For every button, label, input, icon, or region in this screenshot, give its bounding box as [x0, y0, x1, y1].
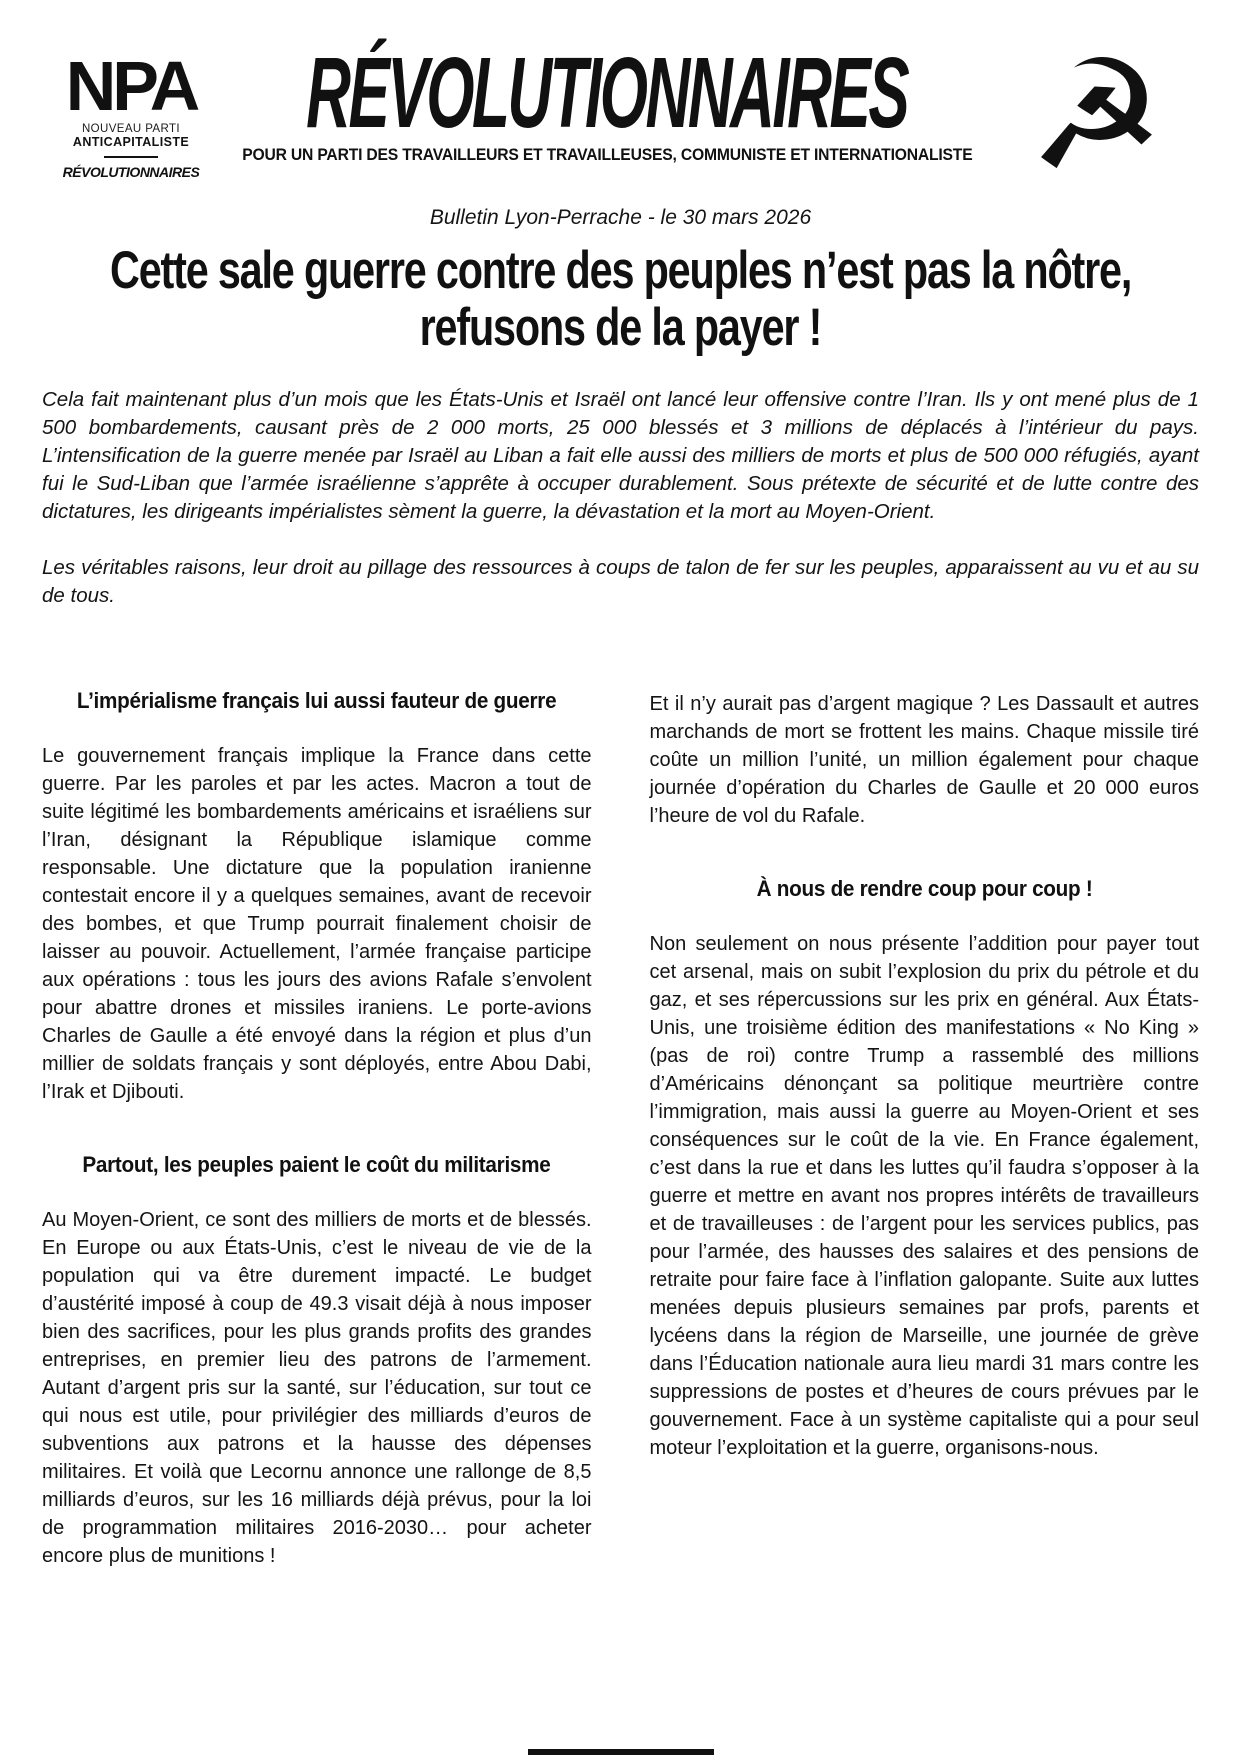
npa-logo-line-revolutionnaires: RÉVOLUTIONNAIRES	[62, 164, 200, 181]
intro-paragraph-1: Cela fait maintenant plus d’un mois que les États-Unis et Israël ont lancé leur offensive contre l’Iran. Ils y ont mené plus de 1 500 bombardements, causant près de 2 000 morts, 25 000 blessés et 3 millions de déplacés à l’intérieur du pays. L’intensification de la guerre menée par Israël au Liban a fait elle aussi des milliers de morts et plus de 500 000 réfugiés, ayant fui le Sud-Liban que l’armée israélienne s’apprête à occuper durablement. Sous prétexte de sécurité et de lutte contre des dictatures, les dirigeants impérialistes sèment la guerre, la dévastation et la mort au Moyen-Orient.	[42, 388, 1199, 523]
paragraph-argent-magique: Et il n’y aurait pas d’argent magique ? Les Dassault et autres marchands de mort se frottent les mains. Chaque missile tiré coûte un million l’unité, un million également pour chaque journée d’opération du Charles de Gaulle et 20 000 euros l’heure de vol du Rafale.	[649, 693, 1199, 827]
section-body-militarisme: Au Moyen-Orient, ce sont des milliers de morts et de blessés. En Europe ou aux États-Unis, c’est le niveau de vie de la population qui va être durement impacté. Le budget d’austérité imposé à coup de 49.3 visait déjà à nous imposer bien des sacrifices, pour les plus grands profits des grandes entreprises, en premier lieu des patrons de l’armement. Autant d’argent pris sur la santé, sur l’éducation, sur tout ce qui nous est utile, pour privilégier des milliards d’euros de subventions aux patrons et la hausse des dépenses militaires. Et voilà que Lecornu annonce une rallonge de 8,5 milliards d’euros, sur les 16 milliards déjà prévus, pour la loi de programmation militaires 2016-2030… pour acheter encore plus de munitions !	[42, 1209, 592, 1567]
two-column-body	[42, 644, 1199, 1570]
intro-paragraph-2: Les véritables raisons, leur droit au pillage des ressources à coups de talon de fer sur les peuples, apparaissent au vu et au su de tous.	[42, 556, 1199, 607]
logo-divider	[104, 156, 158, 158]
right-column	[650, 644, 1200, 1570]
section-heading-militarisme: Partout, les peuples paient le coût du militarisme	[82, 1152, 551, 1177]
masthead-subtitle: POUR UN PARTI DES TRAVAILLEURS ET TRAVAILLEUSES, COMMUNISTE ET INTERNATIONALISTE	[241, 146, 973, 164]
npa-logo-line-nouveau-parti: NOUVEAU PARTI	[81, 123, 181, 136]
section-body-coup-pour-coup: Non seulement on nous présente l’addition pour payer tout cet arsenal, mais on subit l’explosion du prix du pétrole et du gaz, et ses répercussions sur les prix en général. Aux États-Unis, une troisième édition des manifestations « No King » (pas de roi) contre Trump a rassemblé des millions d’Américains dénonçant sa politique meurtrière contre l’immigration, mais aussi la guerre au Moyen-Orient et ses conséquences sur le coût de la vie. En France également, c’est dans la rue et dans les luttes qu’il faudra s’opposer à la guerre et mettre en avant nos propres intérêts de travailleurs et de travailleuses : de l’argent pour les services publics, pas pour l’armée, des hausses des salaires et des pensions de retraite pour faire face à l’inflation galopante. Suite aux luttes menées depuis plusieurs semaines par profs, parents et lycéens dans la région de Marseille, une journée de grève dans l’Éducation nationale aura lieu mardi 31 mars contre les suppressions de postes et d’heures de cours prévues par le gouvernement. Face à un système capitaliste qui a pour seul moteur l’exploitation et la guerre, organisons-nous.	[649, 933, 1199, 1459]
section-body-imperialisme: Le gouvernement français implique la France dans cette guerre. Par les paroles et par les actes. Macron a tout de suite légitimé les bombardements américains et israéliens sur l’Iran, désignant la République islamique comme responsable. Une dictature que la population iranienne contestait encore il y a quelques semaines, avant de recevoir des bombes, et que Trump pourrait finalement choisir de laisser au pouvoir. Actuellement, l’armée française participe aux opérations : tous les jours des avions Rafale s’envolent pour abattre drones et missiles iraniens. Le porte-avions Charles de Gaulle a été envoyé dans la région et plus d’un millier de soldats français y sont déployés, entre Abou Dabi, l’Irak et Djibouti.	[42, 745, 592, 1103]
bulletin-dateline: Bulletin Lyon-Perrache - le 30 mars 2026	[429, 206, 812, 229]
masthead	[42, 27, 1199, 204]
masthead-title: RÉVOLUTIONNAIRES	[306, 37, 908, 149]
section-heading-imperialisme: L’impérialisme français lui aussi fauteur de guerre	[77, 688, 557, 713]
npa-logo-acronym: NPA	[65, 47, 197, 125]
page-title-line2: refusons de la payer !	[419, 298, 822, 357]
npa-logo-line-anticapitaliste: ANTICAPITALISTE	[72, 135, 190, 150]
footer-cutoff-bar	[528, 1749, 714, 1755]
page-title-line1: Cette sale guerre contre des peuples n’est pas la nôtre,	[109, 241, 1132, 300]
left-column	[42, 644, 592, 1570]
hammer-sickle-icon: ☭	[1028, 27, 1165, 204]
page-title	[42, 242, 1199, 356]
npa-logo	[42, 28, 220, 180]
section-heading-coup-pour-coup: À nous de rendre coup pour coup !	[756, 876, 1093, 901]
masthead-center	[220, 28, 994, 165]
